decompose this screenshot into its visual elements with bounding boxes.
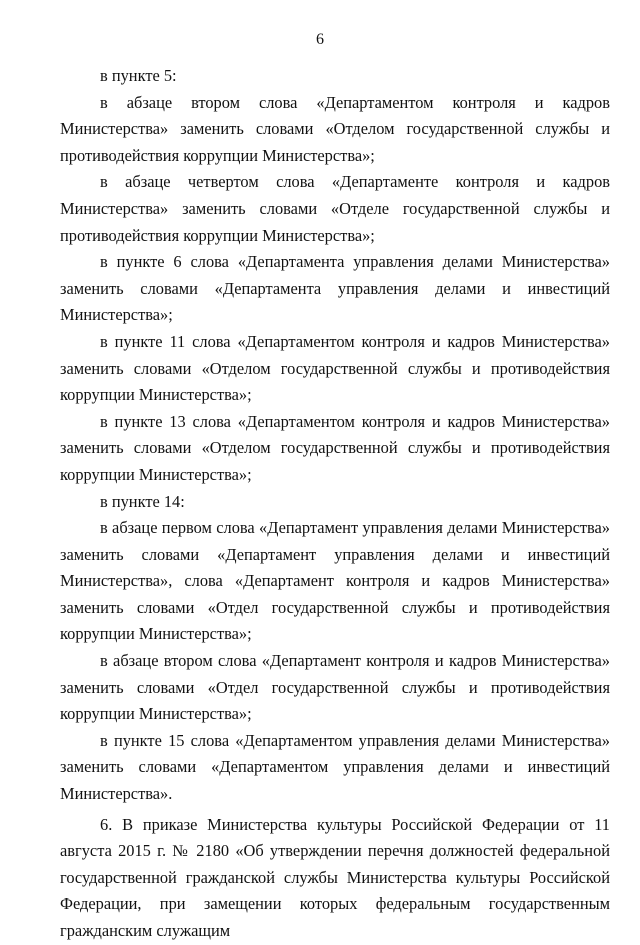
- paragraph-section-6: 6. В приказе Министерства культуры Российской Федерации от 11 августа 2015 г. № 2180 «Об утверждении перечня должностей федеральной государственной гражданской службы Министерства культуры Российской Федерации, при замещении которых федеральным государственным гражданским служащим: [60, 814, 610, 940]
- paragraph-item-14-abzac-2: в абзаце втором слова «Департамент контроля и кадров Министерства» заменить словами «Отдел государственной службы и противодействия коррупции Министерства»;: [60, 651, 610, 724]
- paragraph-item-14: в пункте 14:: [100, 491, 185, 511]
- paragraph-item-11: в пункте 11 слова «Департаментом контроля и кадров Министерства» заменить словами «Отделом государственной службы и противодействия коррупции Министерства»;: [60, 331, 610, 405]
- paragraph-item-5-abzac-2: в абзаце втором слова «Департаментом контроля и кадров Министерства» заменить словами «Отделом государственной службы и противодействия коррупции Министерства»;: [60, 92, 610, 165]
- paragraph-item-13: в пункте 13 слова «Департаментом контроля и кадров Министерства» заменить словами «Отделом государственной службы и противодействия коррупции Министерства»;: [60, 411, 610, 484]
- paragraph-item-14-abzac-1: в абзаце первом слова «Департамент управления делами Министерства» заменить словами «Департамент управления делами и инвестиций Министерства», слова «Департамент контроля и кадров Министерства» заменить словами «Отдел государственной службы и противодействия коррупции Министерства»;: [60, 518, 610, 644]
- paragraph-item-15: в пункте 15 слова «Департаментом управления делами Министерства» заменить словами «Департаментом управления делами и инвестиций Министерства».: [60, 730, 610, 804]
- paragraph-item-6: в пункте 6 слова «Департамента управления делами Министерства» заменить словами «Департамента управления делами и инвестиций Министерства»;: [60, 252, 610, 325]
- paragraph-item-5-abzac-4: в абзаце четвертом слова «Департаменте контроля и кадров Министерства» заменить словами «Отделе государственной службы и противодействия коррупции Министерства»;: [60, 172, 610, 245]
- page-number: 6: [316, 31, 324, 48]
- paragraph-item-5: в пункте 5:: [100, 66, 177, 85]
- document-body: [60, 63, 610, 945]
